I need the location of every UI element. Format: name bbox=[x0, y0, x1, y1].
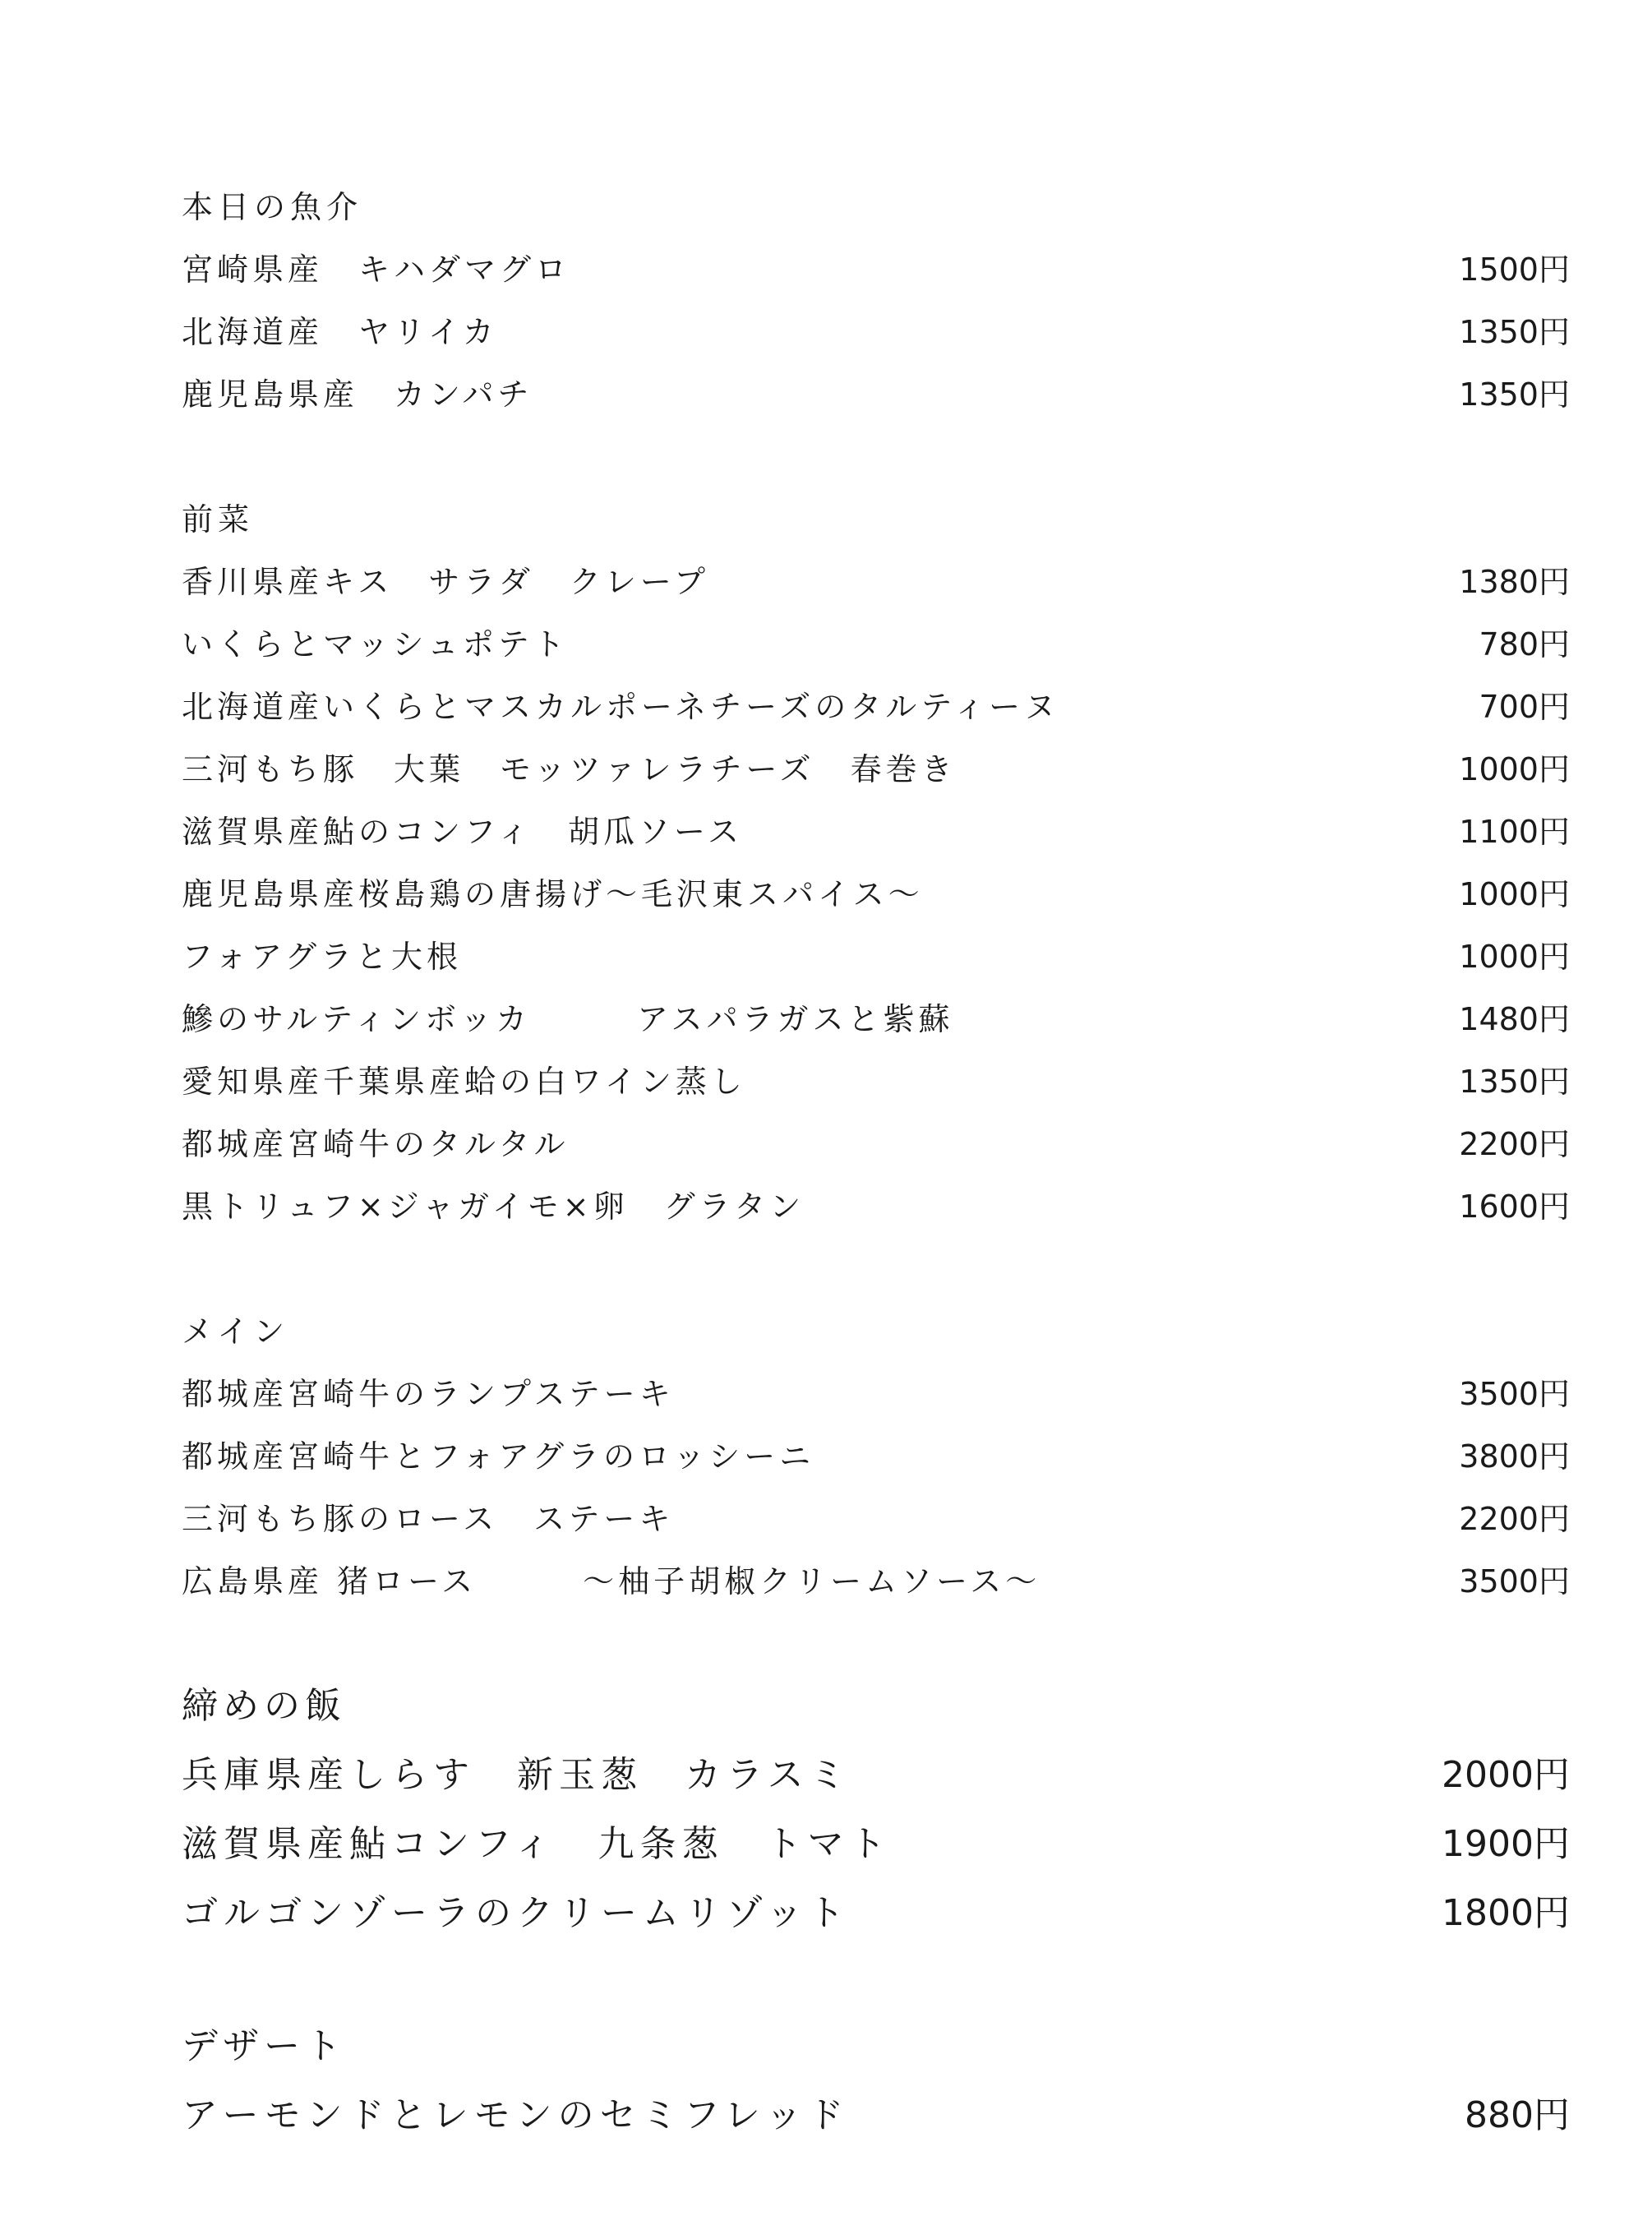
item-price: 700円 bbox=[1479, 689, 1570, 725]
item-price: 3500円 bbox=[1459, 1376, 1570, 1412]
item-price: 1100円 bbox=[1459, 814, 1570, 850]
item-name: 鰺のサルティンボッカ アスパラガスと紫蘇 bbox=[182, 1001, 954, 1037]
item-name: 北海道産 ヤリイカ bbox=[182, 314, 498, 350]
item-name: ゴルゴンゾーラのクリームリゾット bbox=[182, 1892, 851, 1934]
item-price: 1000円 bbox=[1459, 876, 1570, 912]
item-name: 黒トリュフ×ジャガイモ×卵 グラタン bbox=[182, 1189, 805, 1225]
item-name: 三河もち豚 大葉 モッツァレラチーズ 春巻き bbox=[182, 751, 957, 787]
item-name: 滋賀県産鮎コンフィ 九条葱 トマト bbox=[182, 1823, 892, 1865]
item-price: 780円 bbox=[1479, 626, 1570, 662]
item-price: 2200円 bbox=[1459, 1501, 1570, 1537]
menu-item bbox=[182, 926, 1570, 988]
item-price: 2200円 bbox=[1459, 1126, 1570, 1162]
menu-item bbox=[182, 1050, 1570, 1113]
menu-item bbox=[182, 1488, 1570, 1550]
menu-item bbox=[182, 738, 1570, 801]
item-name: 鹿児島県産 カンパチ bbox=[182, 376, 533, 413]
item-price: 1900円 bbox=[1442, 1823, 1570, 1865]
section-title: 前菜 bbox=[182, 501, 255, 538]
item-price: 880円 bbox=[1465, 2094, 1570, 2136]
menu-item bbox=[182, 988, 1570, 1050]
menu-item bbox=[182, 1175, 1570, 1238]
menu-item bbox=[182, 1741, 1570, 1810]
menu-item bbox=[182, 238, 1570, 301]
menu-item bbox=[182, 863, 1570, 926]
menu-item bbox=[182, 2081, 1570, 2150]
item-price: 1000円 bbox=[1459, 939, 1570, 975]
item-price: 1350円 bbox=[1459, 376, 1570, 413]
menu-item bbox=[182, 1810, 1570, 1879]
item-name: 三河もち豚のロース ステーキ bbox=[182, 1501, 675, 1537]
section-title: メイン bbox=[182, 1313, 290, 1350]
section-title: 締めの飯 bbox=[182, 1685, 346, 1727]
item-price: 1480円 bbox=[1459, 1001, 1570, 1037]
item-price: 1380円 bbox=[1459, 564, 1570, 600]
menu-item bbox=[182, 1879, 1570, 1948]
item-price: 1000円 bbox=[1459, 751, 1570, 787]
item-name: 香川県産キス サラダ クレープ bbox=[182, 564, 709, 600]
menu-item bbox=[182, 1113, 1570, 1175]
item-name: 兵庫県産しらす 新玉葱 カラスミ bbox=[182, 1754, 851, 1796]
menu-item bbox=[182, 613, 1570, 676]
section-dessert bbox=[182, 2012, 1570, 2150]
section-seafood bbox=[182, 176, 1570, 426]
item-name: 広島県産 猪ロース ～柚子胡椒クリームソース～ bbox=[182, 1563, 1041, 1600]
item-price: 2000円 bbox=[1442, 1754, 1570, 1796]
item-price: 1800円 bbox=[1442, 1892, 1570, 1934]
item-name: いくらとマッシュポテト bbox=[182, 626, 569, 662]
menu-item bbox=[182, 1550, 1570, 1613]
menu-item bbox=[182, 1425, 1570, 1488]
section-title: 本日の魚介 bbox=[182, 189, 363, 225]
item-name: 都城産宮崎牛とフォアグラのロッシーニ bbox=[182, 1438, 815, 1475]
item-price: 1350円 bbox=[1459, 1064, 1570, 1100]
item-price: 1600円 bbox=[1459, 1189, 1570, 1225]
item-price: 3800円 bbox=[1459, 1438, 1570, 1475]
menu-item bbox=[182, 363, 1570, 426]
item-price: 3500円 bbox=[1459, 1563, 1570, 1600]
menu-item bbox=[182, 301, 1570, 363]
item-name: フォアグラと大根 bbox=[182, 939, 462, 975]
menu-item bbox=[182, 551, 1570, 613]
item-name: 愛知県産千葉県産蛤の白ワイン蒸し bbox=[182, 1064, 746, 1100]
section-rice bbox=[182, 1672, 1570, 1948]
item-name: 滋賀県産鮎のコンフィ 胡瓜ソース bbox=[182, 814, 744, 850]
item-price: 1500円 bbox=[1459, 252, 1570, 288]
item-name: アーモンドとレモンのセミフレッド bbox=[182, 2094, 850, 2136]
section-appetizers bbox=[182, 488, 1570, 1238]
section-title: デザート bbox=[182, 2025, 346, 2067]
menu-item bbox=[182, 1363, 1570, 1425]
menu-item bbox=[182, 801, 1570, 863]
menu-item bbox=[182, 676, 1570, 738]
item-name: 鹿児島県産桜島鶏の唐揚げ～毛沢東スパイス～ bbox=[182, 876, 924, 912]
item-price: 1350円 bbox=[1459, 314, 1570, 350]
item-name: 都城産宮崎牛のタルタル bbox=[182, 1126, 570, 1162]
section-mains bbox=[182, 1300, 1570, 1613]
item-name: 宮崎県産 キハダマグロ bbox=[182, 252, 571, 288]
item-name: 北海道産いくらとマスカルポーネチーズのタルティーヌ bbox=[182, 689, 1060, 725]
item-name: 都城産宮崎牛のランプステーキ bbox=[182, 1376, 675, 1412]
